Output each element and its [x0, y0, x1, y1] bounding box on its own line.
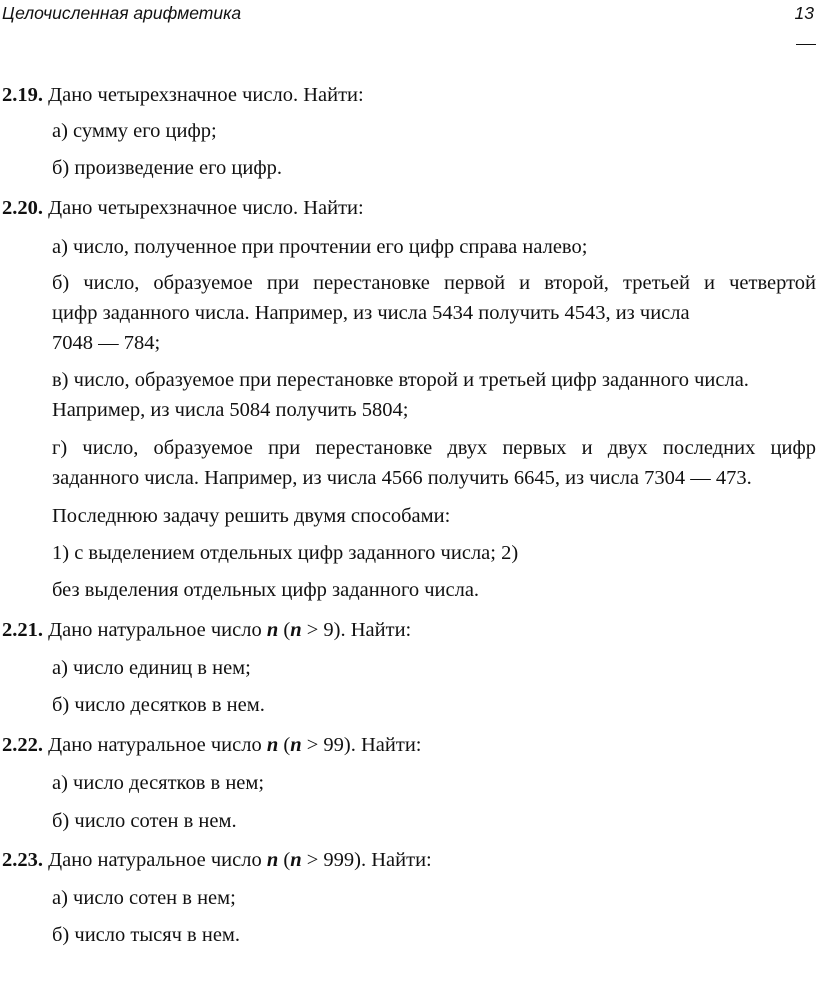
problem-2-23-item-b: б) число тысяч в нем. [52, 924, 241, 946]
problem-text: Дано натуральное число [43, 734, 267, 756]
variable-n: n [266, 849, 279, 871]
problem-2-20-item-a: а) число, полученное при прочтении его цифр справа налево; [52, 236, 588, 258]
problem-2-22-statement [2, 732, 421, 758]
variable-n: n [266, 734, 279, 756]
variable-n: n [290, 849, 302, 871]
problem-2-21-item-a: а) число единиц в нем; [52, 657, 251, 679]
problem-text: ( [278, 619, 291, 641]
problem-2-19-item-b: б) произведение его цифр. [52, 157, 282, 179]
variable-n: n [266, 619, 279, 641]
problem-2-20-item-v-line-1: в) число, образуемое при перестановке второй и третьей цифр заданного числа. [52, 369, 749, 391]
problem-2-21-statement [2, 617, 411, 643]
page-number: 13 [794, 3, 814, 23]
problem-number: 2.22. [2, 734, 43, 756]
problem-text: Дано четырехзначное число. Найти: [43, 197, 364, 219]
problem-2-20-way-2: без выделения отдельных цифр заданного числа. [52, 579, 480, 601]
problem-text: Дано натуральное число [43, 849, 267, 871]
problem-2-21-item-b: б) число десятков в нем. [52, 694, 265, 716]
problem-2-19-item-a: а) сумму его цифр; [52, 120, 217, 142]
chapter-title: Целочисленная арифметика [2, 3, 242, 23]
problem-text: > 99). Найти: [301, 734, 422, 756]
problem-text: Дано четырехзначное число. Найти: [43, 84, 364, 106]
problem-2-20-way-1: 1) с выделением отдельных цифр заданного числа; 2) [52, 542, 519, 564]
problem-2-20-item-b-line-1: б) число, образуемое при перестановке первой и второй, третьей и четвертой [52, 272, 816, 294]
problem-text: Дано натуральное число [43, 619, 267, 641]
problem-2-22-item-b: б) число сотен в нем. [52, 810, 237, 832]
problem-2-23-statement [2, 847, 432, 873]
header-rule [796, 44, 816, 45]
problem-2-20-statement [2, 195, 364, 221]
variable-n: n [290, 619, 302, 641]
variable-n: n [290, 734, 302, 756]
problem-2-20-item-b-line-2: цифр заданного числа. Например, из числа 5434 получить 4543, из числа [52, 302, 690, 324]
problem-2-20-item-v-line-2: Например, из числа 5084 получить 5804; [52, 399, 409, 421]
problem-2-20-item-g-line-2: заданного числа. Например, из числа 4566 получить 6645, из числа 7304 — 473. [52, 467, 752, 489]
problem-number: 2.21. [2, 619, 43, 641]
problem-number: 2.23. [2, 849, 43, 871]
problem-2-23-item-a: а) число сотен в нем; [52, 887, 236, 909]
problem-text: > 9). Найти: [301, 619, 412, 641]
problem-2-20-note: Последнюю задачу решить двумя способами: [52, 505, 451, 527]
problem-2-20-item-g-line-1: г) число, образуемое при перестановке двух первых и двух последних цифр [52, 437, 816, 459]
problem-2-22-item-a: а) число десятков в нем; [52, 772, 265, 794]
problem-text: ( [278, 734, 291, 756]
problem-number: 2.19. [2, 84, 43, 106]
problem-number: 2.20. [2, 197, 43, 219]
problem-2-20-item-b-line-3: 7048 — 784; [52, 332, 161, 354]
running-header [2, 1, 814, 25]
problem-2-19-statement [2, 82, 364, 108]
problem-text: ( [278, 849, 291, 871]
problem-text: > 999). Найти: [301, 849, 432, 871]
